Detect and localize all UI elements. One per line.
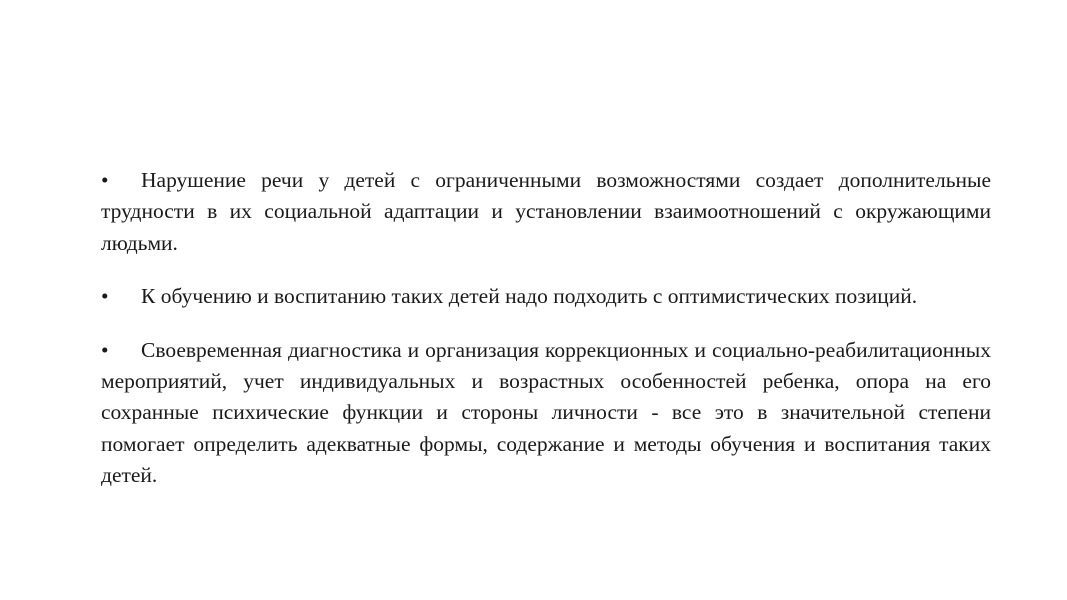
bullet-list [101,165,991,492]
bullet-item-3 [101,335,991,492]
bullet-item-1 [101,165,991,259]
bullet-text-3: Своевременная диагностика и организация коррекционных и социально-реабилитационных мероприятий, учет индивидуальных и возрастных особенностей ребенка, опора на его сохранные психические функции и стороны личности - все это в значительной степени помогает определить адекватные формы, содержание и методы обучения и воспитания таких детей. [101,337,991,488]
bullet-marker: • [101,168,109,192]
bullet-marker: • [101,337,109,362]
bullet-text-2: К обучению и воспитанию таких детей надо подходить с оптимистических позиций. [141,284,918,309]
bullet-marker: • [101,284,109,309]
bullet-item-2 [101,281,991,312]
bullet-text-1: Нарушение речи у детей с ограниченными возможностями создает дополнительные трудности в их социальной адаптации и установлении взаимоотношений с окружающими людьми. [101,168,991,255]
